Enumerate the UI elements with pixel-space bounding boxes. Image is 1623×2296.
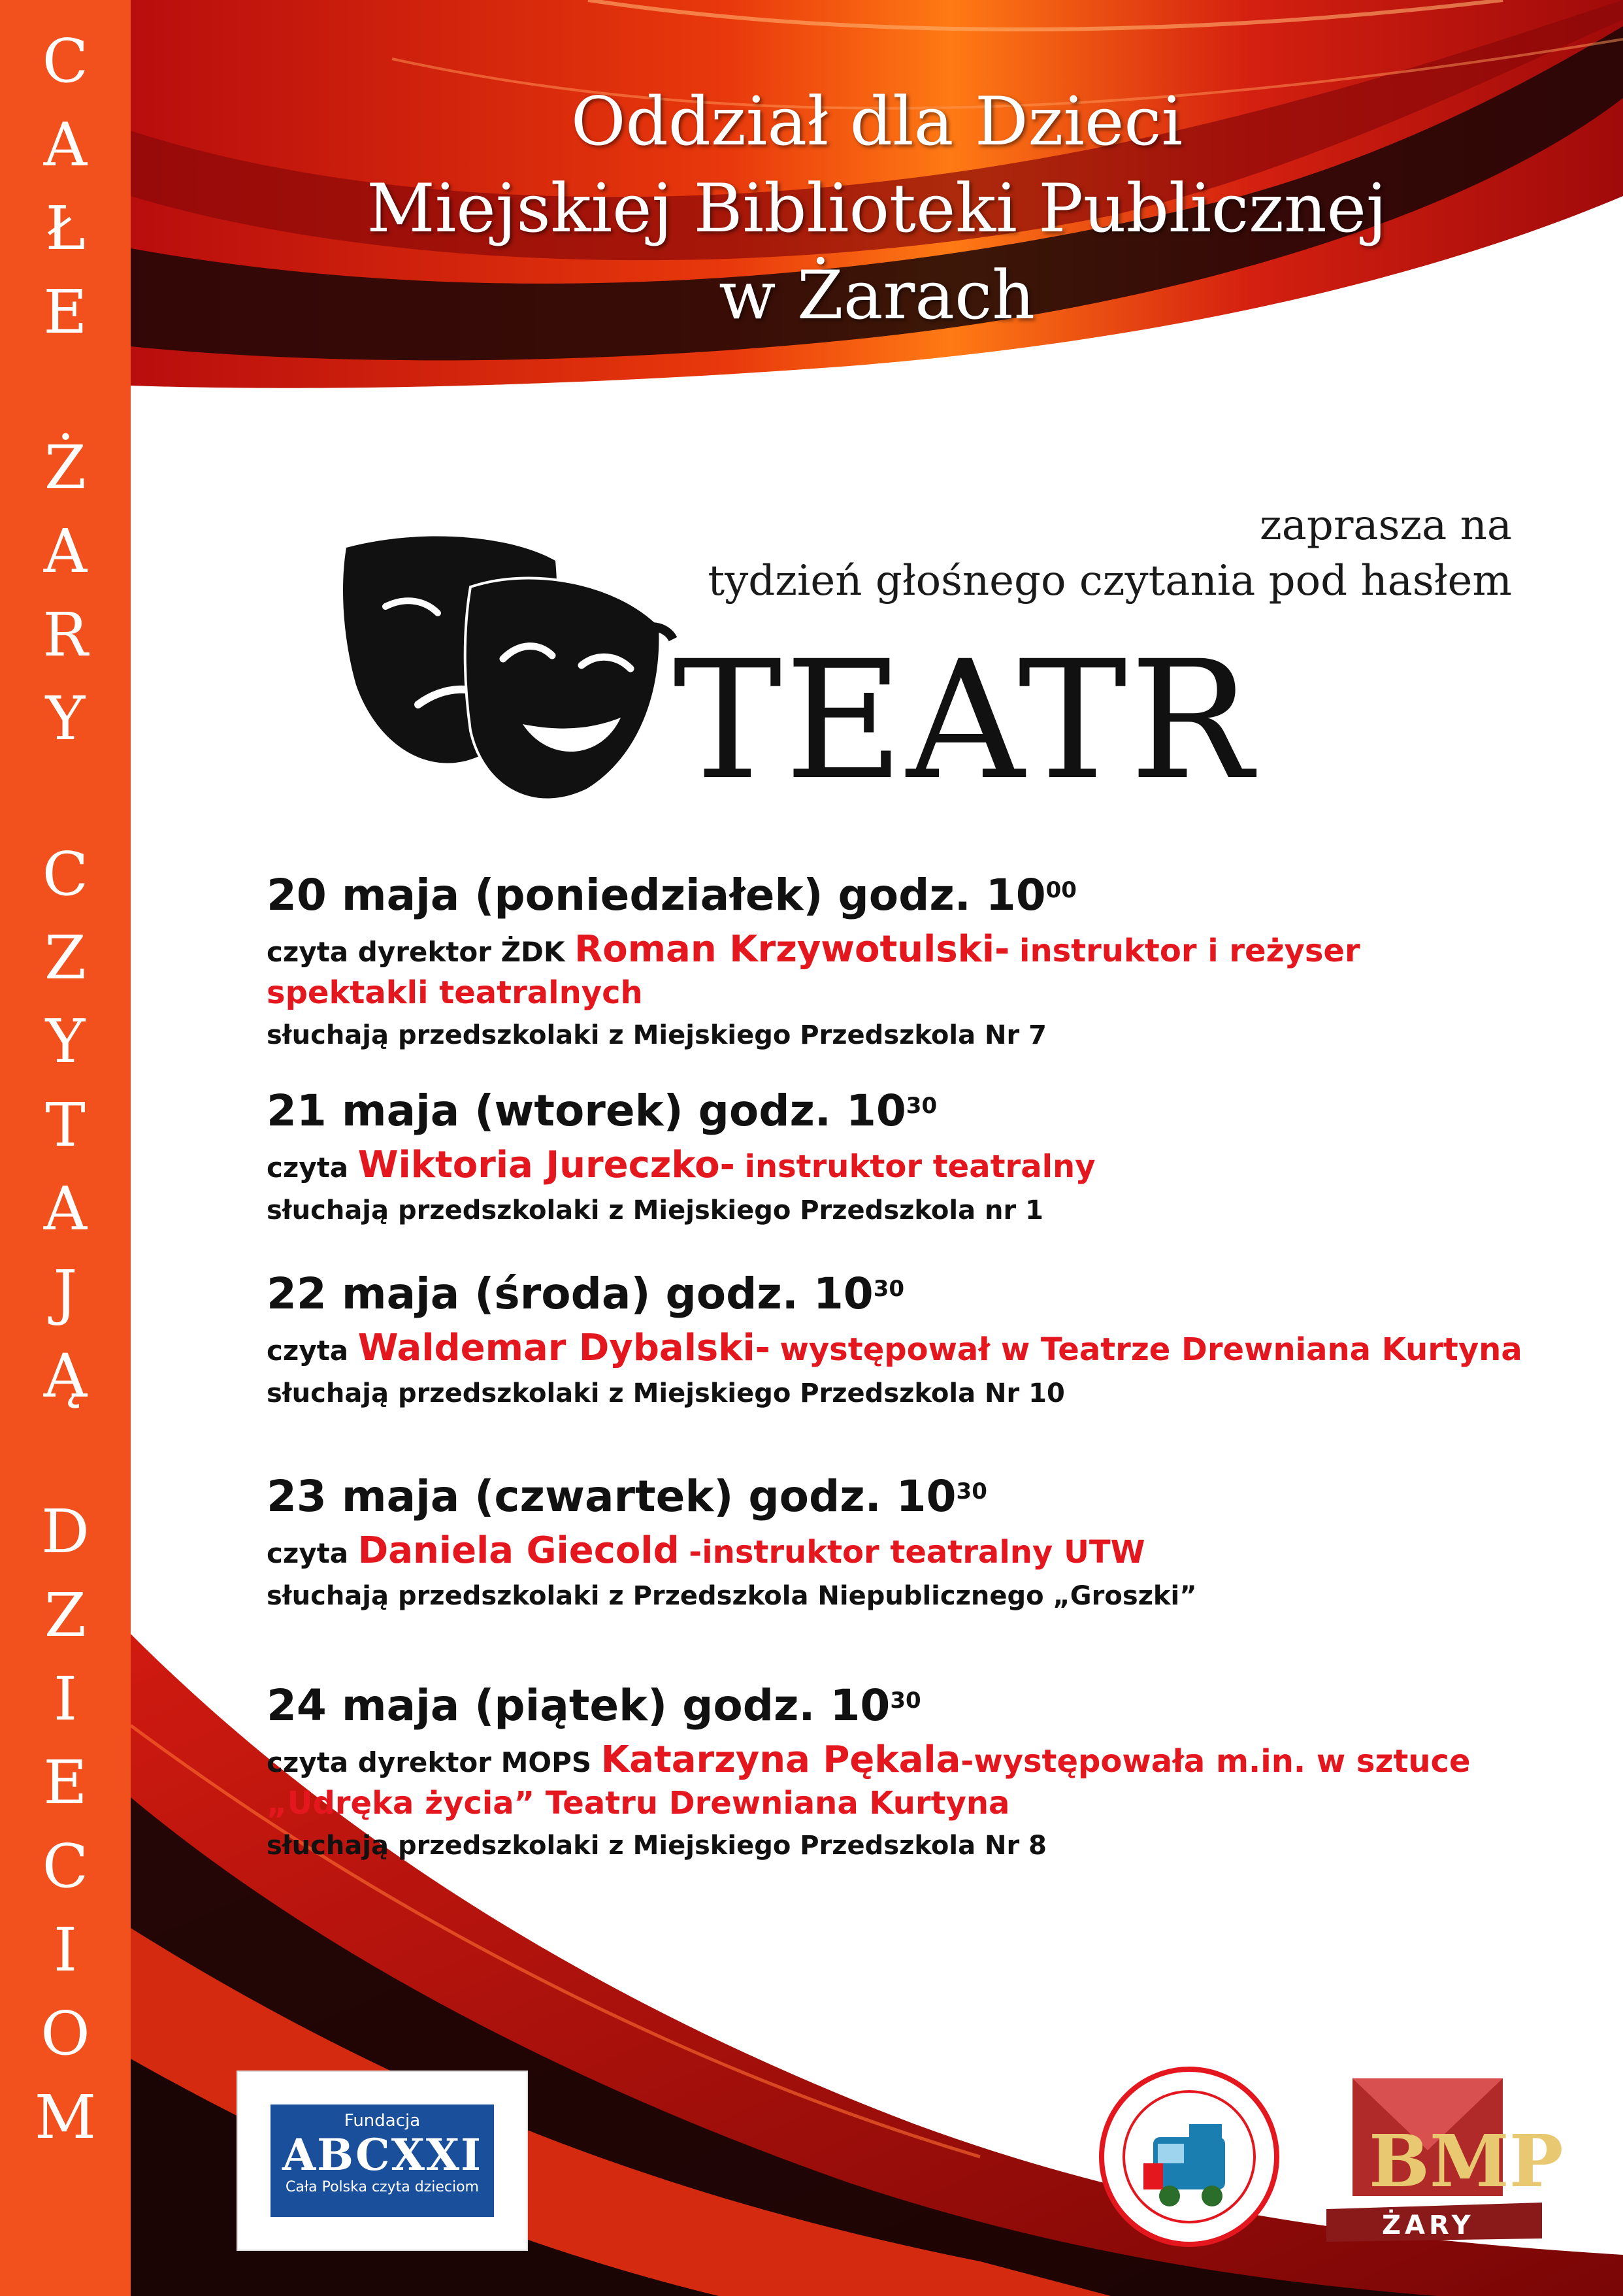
sidebar-letter: A bbox=[43, 1174, 88, 1244]
schedule-date: 20 maja (poniedziałek) godz. $10^{00}$ bbox=[267, 870, 1077, 920]
abc-tagline: Cała Polska czyta dzieciom bbox=[286, 2179, 479, 2195]
bmp-zary-logo bbox=[1326, 2078, 1564, 2242]
invite-line-2: tydzień głośnego czytania pod hasłem bbox=[708, 557, 1512, 605]
schedule-item bbox=[267, 1085, 1573, 1225]
sidebar-letter: E bbox=[43, 1748, 88, 1818]
sidebar-letter: Ł bbox=[45, 193, 86, 263]
sidebar-letter: T bbox=[45, 1090, 86, 1160]
library-seal-logo bbox=[1098, 2065, 1281, 2248]
title-line-1: Oddział dla Dzieci bbox=[570, 83, 1183, 161]
sidebar-letter: Ą bbox=[43, 1341, 88, 1411]
sidebar-letter: E bbox=[43, 277, 88, 347]
bmp-letter-b: BMP bbox=[1369, 2119, 1564, 2203]
sidebar-letter: C bbox=[42, 1831, 89, 1901]
sidebar-letter: I bbox=[53, 1664, 78, 1734]
sidebar-letter: Z bbox=[44, 1580, 86, 1650]
schedule-date: 24 maja (piątek) godz. $10^{30}$ bbox=[267, 1680, 921, 1731]
sidebar-letter: I bbox=[53, 1915, 78, 1985]
schedule-audience: słuchają przedszkolaki z Miejskiego Przedszkola Nr 8 bbox=[267, 1831, 1047, 1861]
title-line-2: Miejskiej Biblioteki Publicznej bbox=[367, 170, 1387, 248]
schedule-reader: czyta dyrektor MOPS Katarzyna Pękala-występowała m.in. w sztuce bbox=[267, 1739, 1471, 1781]
abc-foundation-label: Fundacja bbox=[344, 2111, 421, 2131]
sidebar-letter: D bbox=[41, 1497, 90, 1567]
theatre-masks-icon bbox=[340, 535, 673, 809]
bmp-city: ŻARY bbox=[1382, 2210, 1475, 2240]
invite-line-1: zaprasza na bbox=[1259, 501, 1512, 550]
schedule-reader: czyta Daniela Giecold -instruktor teatralny UTW bbox=[267, 1529, 1145, 1572]
schedule-item bbox=[267, 869, 1573, 1050]
schedule-audience: słuchają przedszkolaki z Miejskiego Przedszkola Nr 10 bbox=[267, 1378, 1065, 1408]
title-line-3: w Żarach bbox=[719, 257, 1035, 335]
schedule-item bbox=[267, 1471, 1573, 1611]
schedule-item bbox=[267, 1268, 1573, 1408]
schedule-audience: słuchają przedszkolaki z Miejskiego Przedszkola Nr 7 bbox=[267, 1020, 1047, 1050]
sidebar-letter: J bbox=[53, 1257, 78, 1327]
sidebar-vertical-text bbox=[0, 20, 131, 2159]
sidebar-letter: Z bbox=[44, 923, 86, 993]
sidebar-letter: A bbox=[43, 110, 88, 180]
abc-foundation-logo bbox=[237, 2071, 528, 2251]
sidebar-letter: Ż bbox=[44, 433, 86, 503]
sidebar-banner bbox=[0, 0, 131, 2296]
sidebar-letter: C bbox=[42, 839, 89, 909]
schedule-audience: słuchają przedszkolaki z Przedszkola Niepublicznego „Groszki” bbox=[267, 1581, 1197, 1611]
sidebar-letter: C bbox=[42, 26, 89, 96]
schedule-reader-role-cont: spektakli teatralnych bbox=[267, 974, 643, 1011]
schedule-reader: czyta Wiktoria Jureczko- instruktor teatralny bbox=[267, 1144, 1096, 1186]
schedule-audience: słuchają przedszkolaki z Miejskiego Przedszkola nr 1 bbox=[267, 1195, 1044, 1225]
schedule-item bbox=[267, 1680, 1573, 1861]
schedule-reader-role-cont: „Udręka życia” Teatru Drewniana Kurtyna bbox=[267, 1785, 1010, 1822]
sidebar-letter: Y bbox=[45, 684, 86, 754]
theme-title: TEATR bbox=[673, 625, 1256, 816]
schedule-date: 22 maja (środa) godz. $10^{30}$ bbox=[267, 1269, 905, 1319]
schedule-date: 23 maja (czwartek) godz. $10^{30}$ bbox=[267, 1471, 987, 1522]
schedule-reader: czyta Waldemar Dybalski- występował w Teatrze Drewniana Kurtyna bbox=[267, 1327, 1522, 1369]
sidebar-letter: O bbox=[41, 1999, 90, 2069]
abc-name: ABCXXI bbox=[282, 2129, 483, 2180]
sidebar-letter: Y bbox=[45, 1007, 86, 1076]
invite-text bbox=[708, 498, 1512, 609]
sidebar-letter: A bbox=[43, 516, 88, 586]
sidebar-letter: R bbox=[42, 600, 88, 670]
schedule-reader: czyta dyrektor ŻDK Roman Krzywotulski- instruktor i reżyser bbox=[267, 928, 1360, 971]
page-title bbox=[131, 78, 1623, 339]
sidebar-letter: M bbox=[34, 2082, 97, 2152]
schedule-date: 21 maja (wtorek) godz. $10^{30}$ bbox=[267, 1086, 938, 1136]
